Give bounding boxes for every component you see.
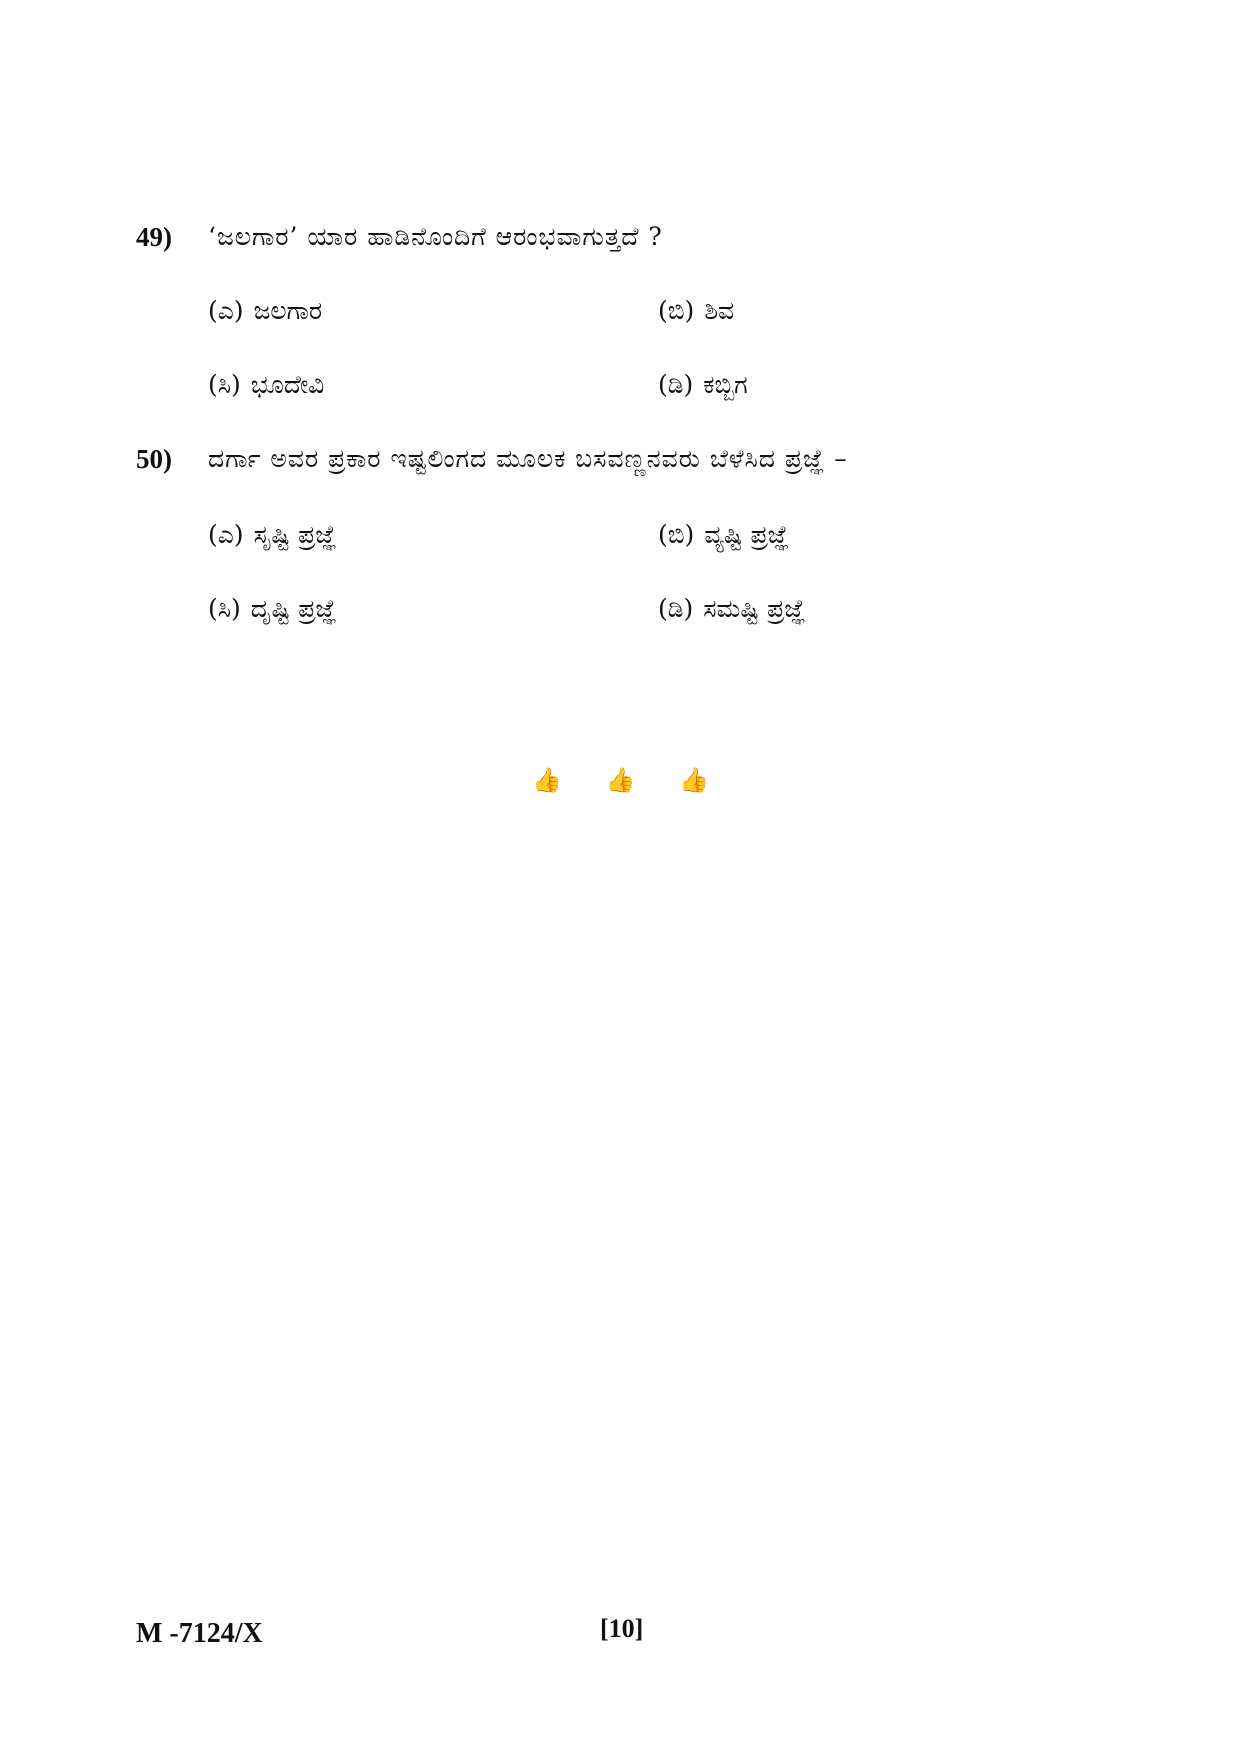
option-b	[658, 296, 734, 326]
option-text: ದೃಷ್ಟಿ ಪ್ರಜ್ಞೆ	[250, 594, 337, 623]
option-text: ಸೃಷ್ಟಿ ಪ್ರಜ್ಞೆ	[253, 520, 337, 549]
option-text: ಸಮಷ್ಟಿ ಪ್ರಜ್ಞೆ	[703, 594, 806, 623]
thumbs-up-icon: 👍	[679, 766, 709, 794]
option-c	[208, 370, 324, 400]
option-b	[658, 520, 789, 550]
thumbs-up-icon: 👍	[532, 766, 562, 794]
question-number: 50)	[136, 444, 172, 474]
option-a	[208, 296, 322, 326]
end-ornaments	[0, 766, 1241, 794]
option-label: (ಬಿ)	[658, 520, 695, 549]
option-label: (ಡಿ)	[658, 370, 694, 399]
page-number: [10]	[600, 1614, 644, 1643]
option-c	[208, 594, 337, 624]
question-text: ‘ಜಲಗಾರ’ ಯಾರ ಹಾಡಿನೊಂದಿಗೆ ಆರಂಭವಾಗುತ್ತದೆ ?	[208, 222, 663, 251]
option-label: (ಸಿ)	[208, 370, 241, 399]
question-number: 49)	[136, 222, 172, 252]
option-text: ಜಲಗಾರ	[253, 296, 323, 325]
option-a	[208, 520, 337, 550]
option-label: (ಬಿ)	[658, 296, 695, 325]
option-text: ಕಬ್ಬಿಗ	[703, 370, 748, 399]
thumbs-up-icon: 👍	[605, 766, 636, 794]
question-text: ದರ್ಗಾ ಅವರ ಪ್ರಕಾರ ಇಷ್ಟಲಿಂಗದ ಮೂಲಕ ಬಸವಣ್ಣನವರು ಬೆಳೆಸಿದ ಪ್ರಜ್ಞೆ –	[208, 444, 848, 473]
option-label: (ಸಿ)	[208, 594, 241, 623]
option-label: (ಡಿ)	[658, 594, 694, 623]
paper-code: M -7124/X	[136, 1618, 263, 1649]
option-d	[658, 594, 805, 624]
option-label: (ಎ)	[208, 296, 244, 325]
option-text: ಶಿವ	[704, 296, 735, 325]
option-text: ವ್ಯಷ್ಟಿ ಪ್ರಜ್ಞೆ	[704, 520, 789, 549]
option-text: ಭೂದೇವಿ	[250, 370, 325, 399]
option-label: (ಎ)	[208, 520, 244, 549]
option-d	[658, 370, 748, 400]
